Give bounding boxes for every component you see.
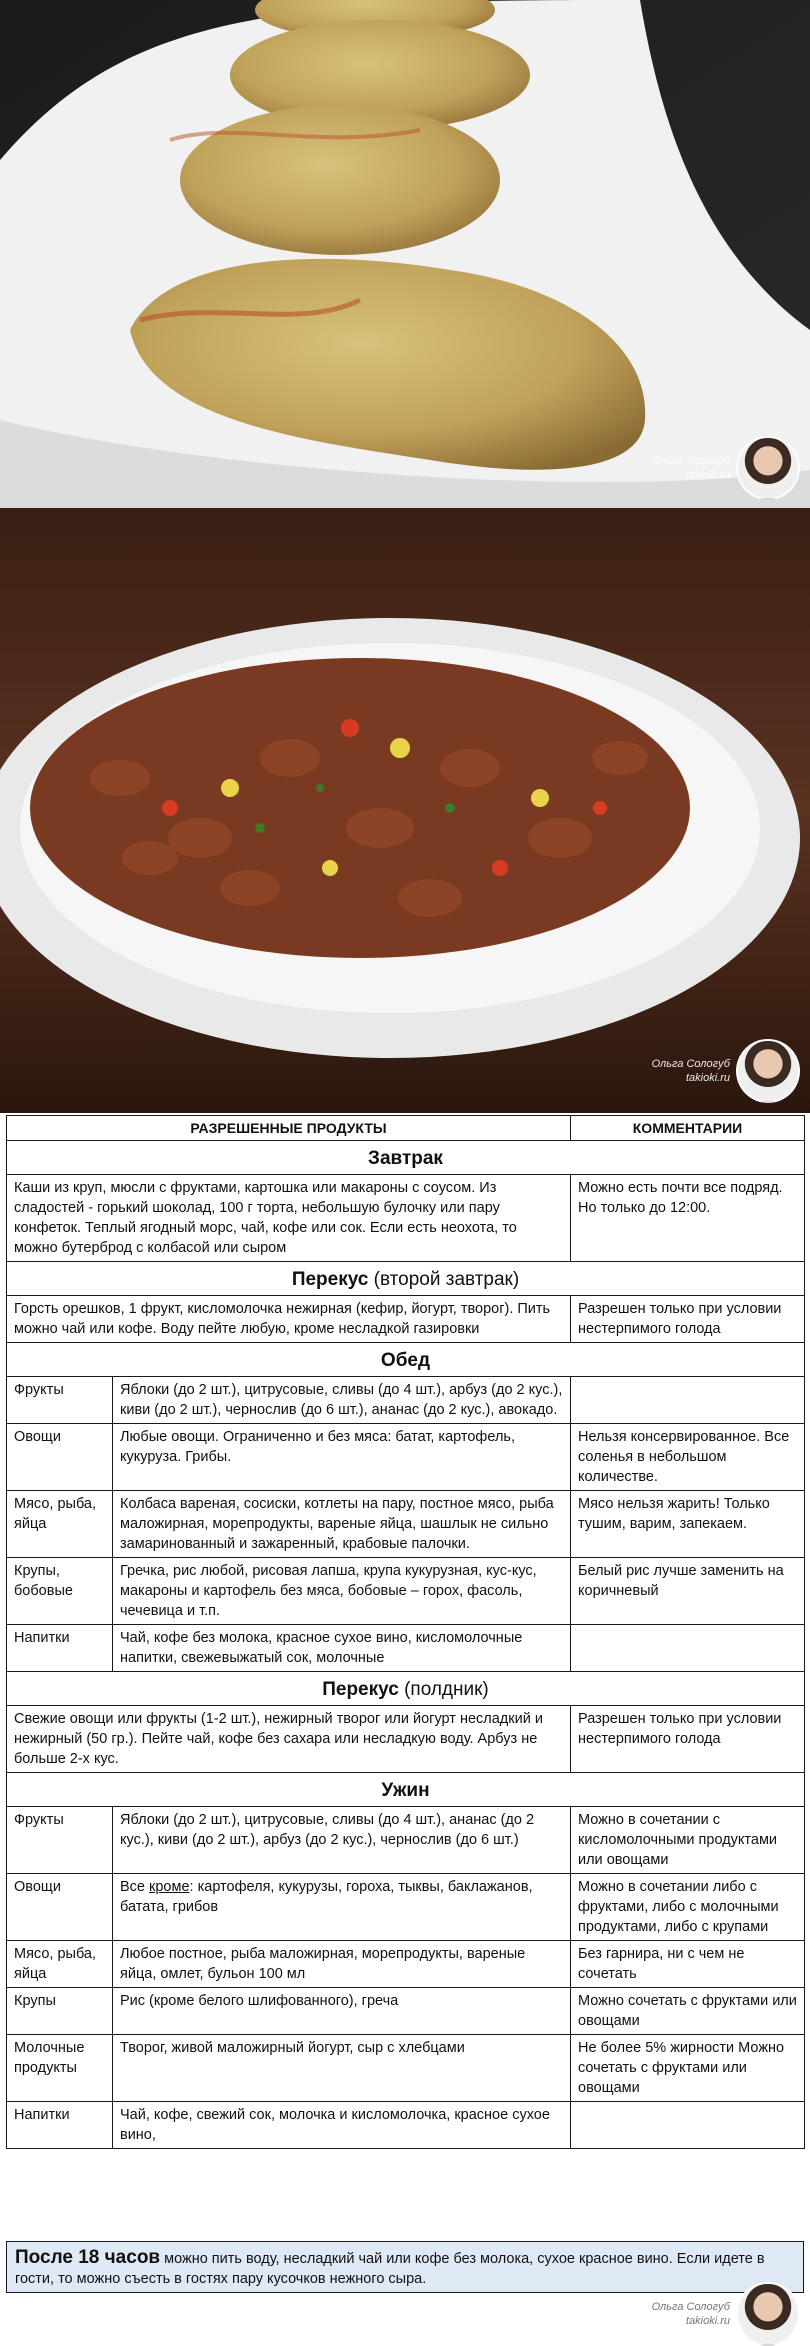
table-row <box>7 2035 805 2102</box>
row-comment <box>571 2102 805 2149</box>
row-comment: Нельзя консервированное. Все соленья в небольшом количестве. <box>571 1424 805 1491</box>
breakfast-comment: Можно есть почти все подряд. Но только до 12:00. <box>571 1175 805 1262</box>
section-lunch <box>7 1343 805 1377</box>
row-text: Творог, живой маложирный йогурт, сыр с хлебцами <box>113 2035 571 2102</box>
row-text-rest: : картофеля, кукурузы, гороха, тыквы, баклажанов, батата, грибов <box>120 1879 533 1915</box>
evening-note-text: можно пить воду, несладкий чай или кофе без молока, сухое красное вино. Если идете в гости, то можно съесть в гостях пару кусочков нежного сыра. <box>15 2251 765 2287</box>
row-text: Любое постное, рыба маложирная, морепродукты, вареные яйца, омлет, бульон 100 мл <box>113 1941 571 1988</box>
snack2-comment: Разрешен только при условии нестерпимого голода <box>571 1706 805 1773</box>
author-avatar <box>736 1039 800 1103</box>
row-comment: Можно в сочетании либо с фруктами, либо с молочными продуктами, либо с крупами <box>571 1874 805 1941</box>
row-comment: Белый рис лучше заменить на коричневый <box>571 1558 805 1625</box>
photographer-caption: Ольга Сологуб <box>651 455 730 467</box>
watermark <box>652 436 800 500</box>
row-category: Крупы <box>7 1988 113 2035</box>
author-avatar <box>736 2282 800 2346</box>
table-row <box>7 1424 805 1491</box>
site-caption: takioki.ru <box>685 2315 730 2327</box>
table-row <box>7 1377 805 1424</box>
breakfast-text: Каши из круп, мюсли с фруктами, картошка или макароны с соусом. Из сладостей - горький шоколад, 100 г торта, небольшую булочку или пару конфеток. Теплый ягодный морс, чай, кофе или сок. Если есть неохота, то можно бутерброд с колбасой или сыром <box>7 1175 571 1262</box>
row-text-underlined: кроме <box>149 1879 190 1895</box>
row-category: Мясо, рыба, яйца <box>7 1491 113 1558</box>
row-comment: Без гарнира, ни с чем не сочетать <box>571 1941 805 1988</box>
bean-salad-image <box>0 508 810 1113</box>
cabbage-rolls-photo <box>0 0 810 508</box>
section-title: Ужин <box>7 1773 805 1807</box>
section-title: Завтрак <box>7 1141 805 1175</box>
table-row <box>7 2102 805 2149</box>
row-comment <box>571 1625 805 1672</box>
row-category: Овощи <box>7 1874 113 1941</box>
row-comment: Можно в сочетании с кисломолочными продуктами или овощами <box>571 1807 805 1874</box>
row-text: Колбаса вареная, сосиски, котлеты на пару, постное мясо, рыба маложирная, морепродукты, вареные яйца, шашлык не сильно замаринованный и зажаренный, крабовые палочки. <box>113 1491 571 1558</box>
watermark <box>652 2282 800 2346</box>
cabbage-rolls-image <box>0 0 810 508</box>
section-title: Обед <box>7 1343 805 1377</box>
table-row <box>7 1175 805 1262</box>
row-text: Любые овощи. Ограниченно и без мяса: батат, картофель, кукуруза. Грибы. <box>113 1424 571 1491</box>
row-text: Яблоки (до 2 шт.), цитрусовые, сливы (до 4 шт.), ананас (до 2 кус.), киви (до 2 шт.), арбуз (до 2 кус.), чернослив (до 6 шт.) <box>113 1807 571 1874</box>
bean-salad-photo <box>0 508 810 1113</box>
section-dinner <box>7 1773 805 1807</box>
snack1-text: Горсть орешков, 1 фрукт, кисломолочка нежирная (кефир, йогурт, творог). Пить можно чай или кофе. Воду пейте любую, кроме несладкой газировки <box>7 1296 571 1343</box>
table-row <box>7 1941 805 1988</box>
section-breakfast <box>7 1141 805 1175</box>
table-row <box>7 1558 805 1625</box>
table-row <box>7 1625 805 1672</box>
row-text-prefix: Все <box>120 1879 150 1895</box>
row-text: Чай, кофе, свежий сок, молочка и кисломолочка, красное сухое вино, <box>113 2102 571 2149</box>
site-caption: takioki.ru <box>685 1072 730 1084</box>
section-note: (второй завтрак) <box>373 1269 520 1290</box>
table-header-row <box>7 1116 805 1141</box>
row-category: Фрукты <box>7 1807 113 1874</box>
section-snack-1 <box>7 1262 805 1296</box>
row-text: Рис (кроме белого шлифованного), греча <box>113 1988 571 2035</box>
table-row <box>7 1706 805 1773</box>
row-text: Гречка, рис любой, рисовая лапша, крупа кукурузная, кус-кус, макароны и картофель без мяса, бобовые – горох, фасоль, чечевица и т.п. <box>113 1558 571 1625</box>
row-category: Молочные продукты <box>7 2035 113 2102</box>
row-category: Мясо, рыба, яйца <box>7 1941 113 1988</box>
author-avatar <box>736 436 800 500</box>
section-title: Перекус <box>322 1679 399 1700</box>
section-title: Перекус <box>291 1269 369 1290</box>
watermark <box>652 1039 800 1103</box>
row-category: Крупы, бобовые <box>7 1558 113 1625</box>
evening-note-bold: После 18 часов <box>15 2247 161 2268</box>
snack2-text: Свежие овощи или фрукты (1-2 шт.), нежирный творог или йогурт несладкий и нежирный (50 гр.). Пейте чай, кофе без сахара или несладкую воду. Арбуз не больше 2-х кус. <box>7 1706 571 1773</box>
table-row <box>7 1491 805 1558</box>
row-comment: Мясо нельзя жарить! Только тушим, варим, запекаем. <box>571 1491 805 1558</box>
row-comment: Можно сочетать с фруктами или овощами <box>571 1988 805 2035</box>
photographer-caption: Ольга Сологуб <box>651 2301 730 2313</box>
photographer-caption: Ольга Сологуб <box>651 1058 730 1070</box>
diet-table-container <box>6 1115 804 2149</box>
row-comment <box>571 1377 805 1424</box>
row-comment: Не более 5% жирности Можно сочетать с фруктами или овощами <box>571 2035 805 2102</box>
header-comments: КОММЕНТАРИИ <box>571 1116 805 1141</box>
table-row <box>7 1988 805 2035</box>
table-row <box>7 1807 805 1874</box>
row-category: Напитки <box>7 2102 113 2149</box>
row-category: Фрукты <box>7 1377 113 1424</box>
header-products: РАЗРЕШЕННЫЕ ПРОДУКТЫ <box>7 1116 571 1141</box>
table-row <box>7 1296 805 1343</box>
diet-table <box>6 1115 805 2149</box>
row-text <box>113 1874 571 1941</box>
snack1-comment: Разрешен только при условии нестерпимого голода <box>571 1296 805 1343</box>
section-note: (полдник) <box>404 1679 489 1700</box>
site-caption: takioki.ru <box>685 469 730 481</box>
section-snack-2 <box>7 1672 805 1706</box>
row-text: Чай, кофе без молока, красное сухое вино, кисломолочные напитки, свежевыжатый сок, молочные <box>113 1625 571 1672</box>
row-text: Яблоки (до 2 шт.), цитрусовые, сливы (до 4 шт.), арбуз (до 2 кус.), киви (до 2 шт.), чернослив (до 6 шт.), ананас (до 2 кус.), авокадо. <box>113 1377 571 1424</box>
row-category: Овощи <box>7 1424 113 1491</box>
row-category: Напитки <box>7 1625 113 1672</box>
table-row <box>7 1874 805 1941</box>
